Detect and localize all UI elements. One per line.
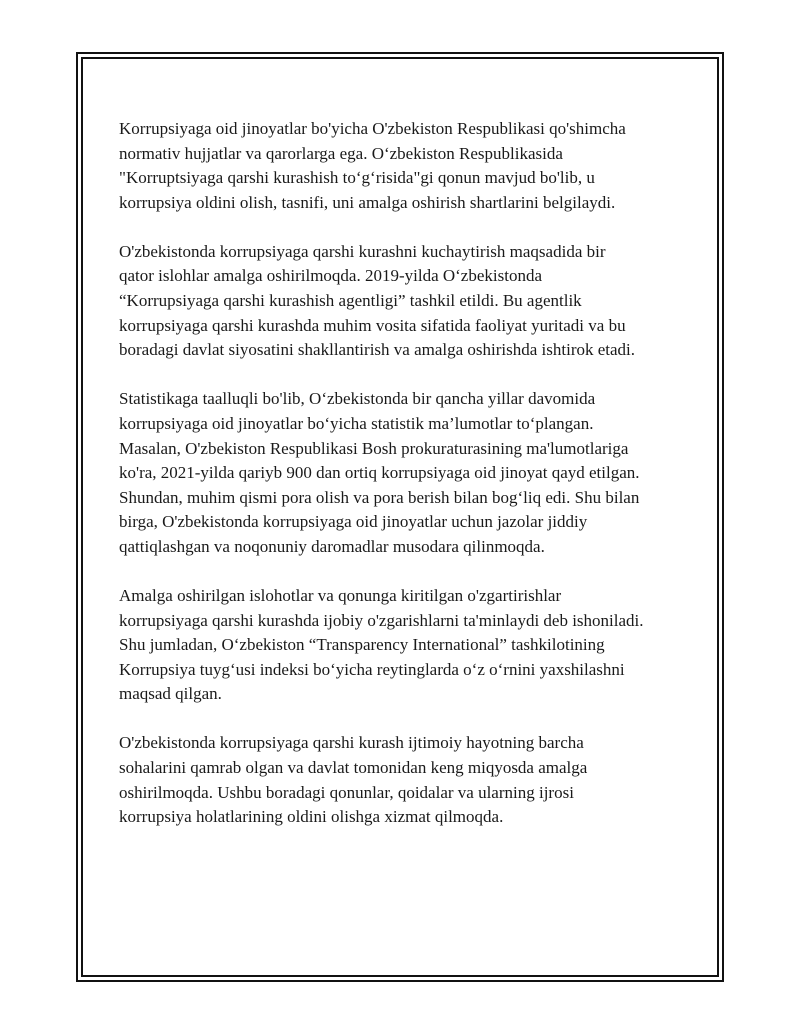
text-line: maqsad qilgan.: [119, 684, 222, 704]
text-line: qattiqlashgan va noqonuniy daromadlar musodara qilinmoqda.: [119, 536, 545, 556]
paragraph-2: [119, 240, 699, 363]
text-line: Shu jumladan, O‘zbekiston “Transparency International” tashkilotining: [119, 635, 605, 655]
paragraph-5: [119, 731, 699, 829]
text-line: normativ hujjatlar va qarorlarga ega. O‘zbekiston Respublikasida: [119, 143, 563, 163]
text-line: O'zbekistonda korrupsiyaga qarshi kurash ijtimoiy hayotning barcha: [119, 733, 584, 753]
document-body: [119, 117, 699, 854]
text-line: Shundan, muhim qismi pora olish va pora berish bilan bog‘liq edi. Shu bilan: [119, 487, 640, 507]
text-line: O'zbekistonda korrupsiyaga qarshi kurashni kuchaytirish maqsadida bir: [119, 241, 606, 261]
text-line: Masalan, O'zbekiston Respublikasi Bosh prokuraturasining ma'lumotlariga: [119, 438, 629, 458]
text-line: sohalarini qamrab olgan va davlat tomonidan keng miqyosda amalga: [119, 758, 588, 778]
text-line: Korrupsiya tuyg‘usi indeksi bo‘yicha reytinglarda o‘z o‘rnini yaxshilashni: [119, 659, 625, 679]
paragraph-4: [119, 584, 699, 707]
paragraph-1: [119, 117, 699, 215]
text-line: ko'ra, 2021-yilda qariyb 900 dan ortiq korrupsiyaga oid jinoyat qayd etilgan.: [119, 463, 640, 483]
text-line: birga, O'zbekistonda korrupsiyaga oid jinoyatlar uchun jazolar jiddiy: [119, 512, 588, 532]
text-line: qator islohlar amalga oshirilmoqda. 2019-yilda O‘zbekistonda: [119, 266, 543, 286]
paragraph-3: [119, 387, 699, 559]
text-line: Statistikaga taalluqli bo'lib, O‘zbekistonda bir qancha yillar davomida: [119, 389, 596, 409]
text-line: korrupsiyaga oid jinoyatlar bo‘yicha statistik ma’lumotlar to‘plangan.: [119, 413, 594, 433]
text-line: “Korrupsiyaga qarshi kurashish agentligi” tashkil etildi. Bu agentlik: [119, 291, 582, 311]
text-line: korrupsiyaga qarshi kurashda ijobiy o'zgarishlarni ta'minlaydi deb ishoniladi.: [119, 610, 644, 630]
text-line: Amalga oshirilgan islohotlar va qonunga kiritilgan o'zgartirishlar: [119, 586, 562, 605]
text-line: boradagi davlat siyosatini shakllantirish va amalga oshirishda ishtirok etadi.: [119, 340, 636, 360]
text-line: korrupsiya holatlarining oldini olishga xizmat qilmoqda.: [119, 807, 504, 827]
text-line: oshirilmoqda. Ushbu boradagi qonunlar, qoidalar va ularning ijrosi: [119, 782, 574, 802]
text-line: korrupsiya oldini olish, tasnifi, uni amalga oshirish shartlarini belgilaydi.: [119, 192, 616, 212]
text-line: Korrupsiyaga oid jinoyatlar bo'yicha O'zbekiston Respublikasi qo'shimcha: [119, 119, 626, 138]
text-line: korrupsiyaga qarshi kurashda muhim vosita sifatida faoliyat yuritadi va bu: [119, 315, 626, 335]
text-line: "Korruptsiyaga qarshi kurashish to‘g‘risida"gi qonun mavjud bo'lib, u: [119, 168, 595, 188]
